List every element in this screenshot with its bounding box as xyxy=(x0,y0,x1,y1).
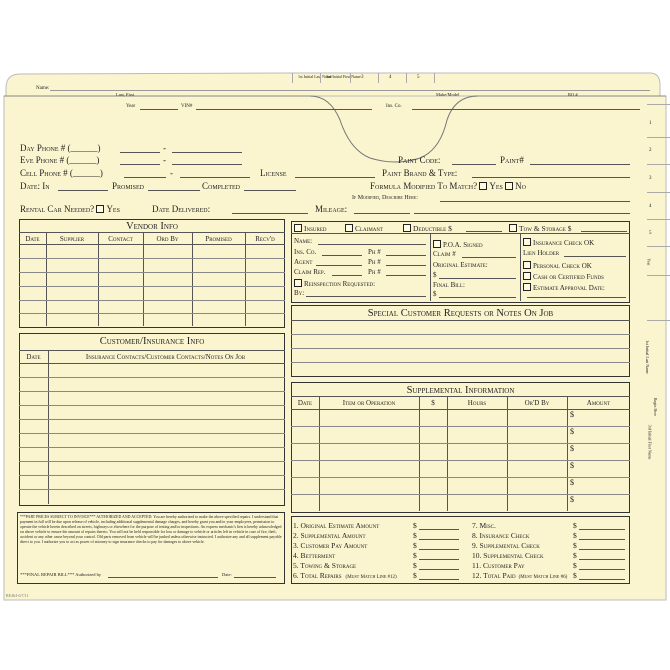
estimate-approval-checkbox[interactable] xyxy=(523,283,531,291)
supplemental-title: Supplemental Information xyxy=(406,385,515,396)
make-model-label: Make/Model xyxy=(436,92,460,97)
vendor-col-contact: Contact xyxy=(108,235,133,243)
supp-amount-dollar-5: $ xyxy=(570,478,574,487)
final-bill-label: Final Bill: xyxy=(433,281,465,289)
side-begin-here: Begin Here xyxy=(653,397,659,417)
form-code: RE464-6/7/11 xyxy=(6,593,29,598)
side-year: Year xyxy=(646,258,652,266)
license-label: License xyxy=(260,168,287,178)
tow-option[interactable]: Tow & Storage $ xyxy=(509,224,571,233)
original-estimate-label: Original Estimate: xyxy=(433,261,488,269)
total-right-dollar-12: $ xyxy=(573,571,577,580)
total-left-dollar-2: $ xyxy=(413,531,417,540)
total-left-dollar-5: $ xyxy=(413,561,417,570)
personal-check-ok-label: Personal Check OK xyxy=(523,261,592,270)
insured-checkbox[interactable] xyxy=(294,224,302,232)
total-left-4: 4. Betterment xyxy=(293,551,336,560)
supp-amount-dollar-4: $ xyxy=(570,461,574,470)
total-left-dollar-3: $ xyxy=(413,541,417,550)
reinspection-label: Reinspection Requested: xyxy=(294,279,375,288)
final-repair-bill-label: ***FINAL REPAIR BILL*** Authorized by xyxy=(20,572,102,577)
lien-holder-label: Lien Holder xyxy=(523,249,560,257)
supp-col-ord-by: Or'D By xyxy=(524,399,550,407)
vendor-col-supplier: Supplier xyxy=(59,235,85,243)
claim-rep-label: Claim Rep. xyxy=(294,268,326,276)
ro-label: RO # xyxy=(568,92,578,97)
tab-col-2: 3rd Initial First Name xyxy=(326,74,361,79)
name-label: Name: xyxy=(36,86,50,91)
no-checkbox[interactable] xyxy=(505,182,513,190)
total-right-dollar-8: $ xyxy=(573,531,577,540)
paint-brand-label: Paint Brand & Type: xyxy=(382,168,458,178)
side-third-initial: 3rd Initial First Name xyxy=(647,424,653,460)
customer-col-date: Date xyxy=(26,353,41,361)
cell-phone-label: Cell Phone # (______) xyxy=(20,168,103,178)
side-number-5: 5 xyxy=(649,231,652,236)
vin-label: VIN# xyxy=(181,104,193,109)
supp-col-hours: Hours xyxy=(467,399,487,407)
tow-checkbox[interactable] xyxy=(509,224,517,232)
total-right-9: 9. Supplemental Check xyxy=(472,541,540,550)
reinspection-checkbox[interactable] xyxy=(294,279,302,287)
original-estimate-dollar: $ xyxy=(433,271,437,279)
supp-col-amount: Amount xyxy=(586,399,611,407)
deductible-option[interactable]: Deductible $ xyxy=(403,224,452,233)
vendor-col-date: Date xyxy=(25,235,40,243)
side-number-2: 2 xyxy=(649,148,652,153)
deductible-checkbox[interactable] xyxy=(403,224,411,232)
tab-col-5: 5 xyxy=(417,75,420,80)
claim-num-label: Claim # xyxy=(433,250,456,258)
supp-amount-dollar-6: $ xyxy=(570,495,574,504)
paint-num-label: Paint# xyxy=(500,155,524,165)
agent-ph-label: Ph # xyxy=(368,258,381,266)
total-right-7: 7. Misc. xyxy=(472,521,496,530)
date-in-label: Date: In xyxy=(20,181,50,191)
total-right-8: 8. Insurance Check xyxy=(472,531,530,540)
auth-date-label: Date: xyxy=(222,572,232,577)
claim-rep-ph-label: Ph # xyxy=(368,268,381,276)
total-left-6: 6. Total Repairs (Must Match Line #12) xyxy=(293,571,397,580)
total-right-10: 10. Supplemental Check xyxy=(472,551,544,560)
vendor-col-recvd: Recv'd xyxy=(255,235,275,243)
tab-col-1: 1st Initial Last Name xyxy=(298,74,332,79)
total-left-dollar-4: $ xyxy=(413,551,417,560)
paint-code-label: Paint Code: xyxy=(398,155,441,165)
ins-name-label: Name: xyxy=(294,237,313,245)
vendor-col-ord-by: Ord By xyxy=(156,235,179,243)
customer-col-notes: Insurance Contacts/Customer Contacts/Notes On Job xyxy=(85,353,246,361)
ins-check-ok-checkbox[interactable] xyxy=(523,238,531,246)
total-left-dollar-1: $ xyxy=(413,521,417,530)
side-number-1: 1 xyxy=(649,121,652,126)
supp-amount-dollar-2: $ xyxy=(570,427,574,436)
total-right-dollar-9: $ xyxy=(573,541,577,550)
supp-amount-dollar-3: $ xyxy=(570,444,574,453)
side-number-3: 3 xyxy=(649,176,652,181)
total-left-dollar-6: $ xyxy=(413,571,417,580)
date-delivered-label: Date Delivered: xyxy=(152,204,211,214)
supp-col-dollar: $ xyxy=(431,399,435,407)
side-number-4: 4 xyxy=(649,204,652,209)
total-left-5: 5. Towing & Storage xyxy=(293,561,357,570)
total-left-3: 3. Customer Pay Amount xyxy=(293,541,368,550)
total-right-11: 11. Customer Pay xyxy=(472,561,525,570)
total-right-dollar-10: $ xyxy=(573,551,577,560)
ins-check-ok-label: Insurance Check OK xyxy=(523,238,594,247)
total-right-dollar-11: $ xyxy=(573,561,577,570)
supp-amount-dollar-1: $ xyxy=(570,410,574,419)
authorization-text: ***PART PRICES SUBJECT TO INVOICE*** AUTHORIZED AND ACCEPTED: You are hereby authorized to make the above specified repairs. I understand that payment in full will be due upon release of vehicle, including additional supplemental damage charges, and hereby grant you and/or your employees, permission to operate the vehicle herein described on streets, highways or elsewhere for the purpose of testing and/or inspections. An express mechanic's lien is hereby acknowledged on above vehicle to ensure the amount of repairs thereto. You will not be held responsible for loss or damage to vehicle or articles left in vehicle in case of fire, theft, accident or any other cause beyond your control. Old parts removed from vehicle will be junked unless otherwise instructed. I authorize any and all supplement payable direct to you. I authorize you to act as power of attorney to sign insurance checks to pay for damages to above vehicle. xyxy=(20,515,282,545)
total-left-1: 1. Original Estimate Amount xyxy=(293,521,380,530)
if-modified-label: If Modified, Describe Here: xyxy=(352,195,418,201)
rental-label: Rental Car Needed? Yes xyxy=(20,204,120,214)
customer-info-title: Customer/Insurance Info xyxy=(99,336,205,347)
poa-label: P.O.A. Signed xyxy=(433,240,483,249)
total-left-2: 2. Supplemental Amount xyxy=(293,531,366,540)
eve-phone-label: Eve Phone # (______) xyxy=(20,155,100,165)
tab-col-4: 4 xyxy=(389,75,392,80)
promised-label: Promised xyxy=(112,181,145,191)
special-requests-title: Special Customer Requests or Notes On Job xyxy=(367,308,554,319)
by-label: By: xyxy=(294,289,305,297)
year-label: Year xyxy=(126,104,136,109)
mileage-label: Mileage: xyxy=(315,204,348,214)
claimant-checkbox[interactable] xyxy=(345,224,353,232)
ins-co-tab-label: Ins. Co. xyxy=(386,104,402,109)
poa-checkbox[interactable] xyxy=(433,240,441,248)
estimate-approval-label: Estimate Approval Date: xyxy=(523,283,605,292)
completed-label: Completed xyxy=(202,181,241,191)
insured-option[interactable]: Insured xyxy=(294,224,327,233)
vendor-info-title: Vendor Info xyxy=(126,221,178,232)
agent-label: Agent xyxy=(294,258,313,266)
supp-col-item: Item or Operation xyxy=(342,399,396,407)
personal-check-ok-checkbox[interactable] xyxy=(523,261,531,269)
total-right-dollar-7: $ xyxy=(573,521,577,530)
vendor-col-promised: Promised xyxy=(205,235,232,243)
rental-yes-checkbox[interactable] xyxy=(96,205,104,213)
cash-label: Cash or Certified Funds xyxy=(523,272,604,281)
day-phone-label: Day Phone # (______) xyxy=(20,143,101,153)
last-first-label: Last, First xyxy=(116,92,135,97)
ins-co-label: Ins. Co. xyxy=(294,248,317,256)
cash-checkbox[interactable] xyxy=(523,272,531,280)
yes-checkbox[interactable] xyxy=(479,182,487,190)
ins-co-ph-label: Ph # xyxy=(368,248,381,256)
final-bill-dollar: $ xyxy=(433,290,437,298)
claimant-option[interactable]: Claimant xyxy=(345,224,383,233)
supp-col-date: Date xyxy=(297,399,313,407)
tab-col-3: 3 xyxy=(361,75,364,80)
total-right-12: 12. Total Paid (Must Match Line #6) xyxy=(472,571,568,580)
formula-label: Formula Modified To Match? Yes No xyxy=(370,181,526,191)
side-first-initial: 1st Initial Last Name xyxy=(644,340,650,374)
